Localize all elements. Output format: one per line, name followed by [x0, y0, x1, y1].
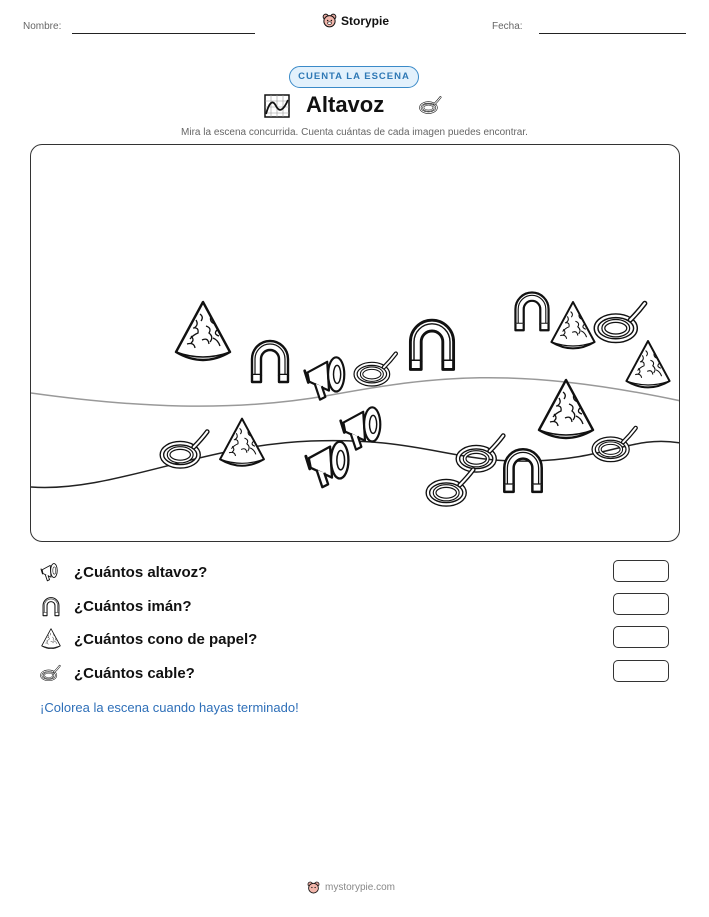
hill-line-back: [31, 378, 680, 406]
megaphone: [341, 407, 381, 449]
question-cable: [40, 662, 195, 684]
megaphone-icon: [40, 561, 62, 583]
magnet: [252, 341, 288, 382]
paper-cone: [551, 302, 594, 348]
bear-mascot-icon: [322, 13, 337, 28]
paper-cone: [176, 302, 230, 360]
question-text: ¿Cuántos imán?: [74, 597, 192, 615]
page-title: Altavoz: [306, 92, 385, 117]
magnet: [410, 320, 453, 369]
bear-mascot-icon: [307, 881, 320, 894]
brand-name: Storypie: [341, 13, 390, 28]
name-field[interactable]: [72, 33, 255, 34]
magnet-icon: [40, 595, 62, 617]
instructions: Mira la escena concurrida. Cuenta cuántas de cada imagen puedes encontrar.: [181, 127, 528, 138]
counting-scene: [30, 144, 680, 542]
question-megaphone: [40, 561, 207, 583]
cable: [596, 303, 645, 340]
answer-box-megaphone[interactable]: [613, 560, 669, 582]
coloring-note: ¡Colorea la escena cuando hayas terminado!: [40, 700, 299, 715]
question-text: ¿Cuántos altavoz?: [74, 563, 208, 581]
activity-badge: CUENTA LA ESCENA: [289, 66, 419, 88]
paper-cone: [539, 380, 593, 438]
scene-illustration: [31, 145, 680, 542]
footer-brand: [307, 881, 395, 894]
question-text: ¿Cuántos cono de papel?: [74, 630, 258, 648]
question-magnet: [40, 595, 192, 617]
paper-cone-icon: [40, 628, 62, 650]
cable-icon: [40, 662, 62, 684]
question-text: ¿Cuántos cable?: [74, 664, 195, 682]
name-label: Nombre:: [23, 21, 62, 32]
chart-icon: [262, 92, 292, 120]
magnet: [515, 293, 548, 331]
cable: [428, 470, 473, 505]
cable: [162, 432, 207, 467]
cable-title-icon: [419, 95, 443, 115]
site-url: mystorypie.com: [325, 882, 396, 893]
answer-box-cable[interactable]: [613, 660, 669, 682]
brand-logo: [322, 13, 389, 28]
answer-box-magnet[interactable]: [613, 593, 669, 615]
cable: [356, 354, 396, 385]
date-label: Fecha:: [492, 21, 523, 32]
cable: [594, 428, 636, 460]
answer-box-paper-cone[interactable]: [613, 626, 669, 648]
question-paper-cone: [40, 628, 257, 650]
megaphone: [306, 442, 349, 487]
cable: [458, 436, 503, 471]
magnet: [504, 449, 541, 492]
paper-cone: [626, 341, 669, 387]
date-field[interactable]: [539, 33, 686, 34]
paper-cone: [220, 419, 264, 466]
